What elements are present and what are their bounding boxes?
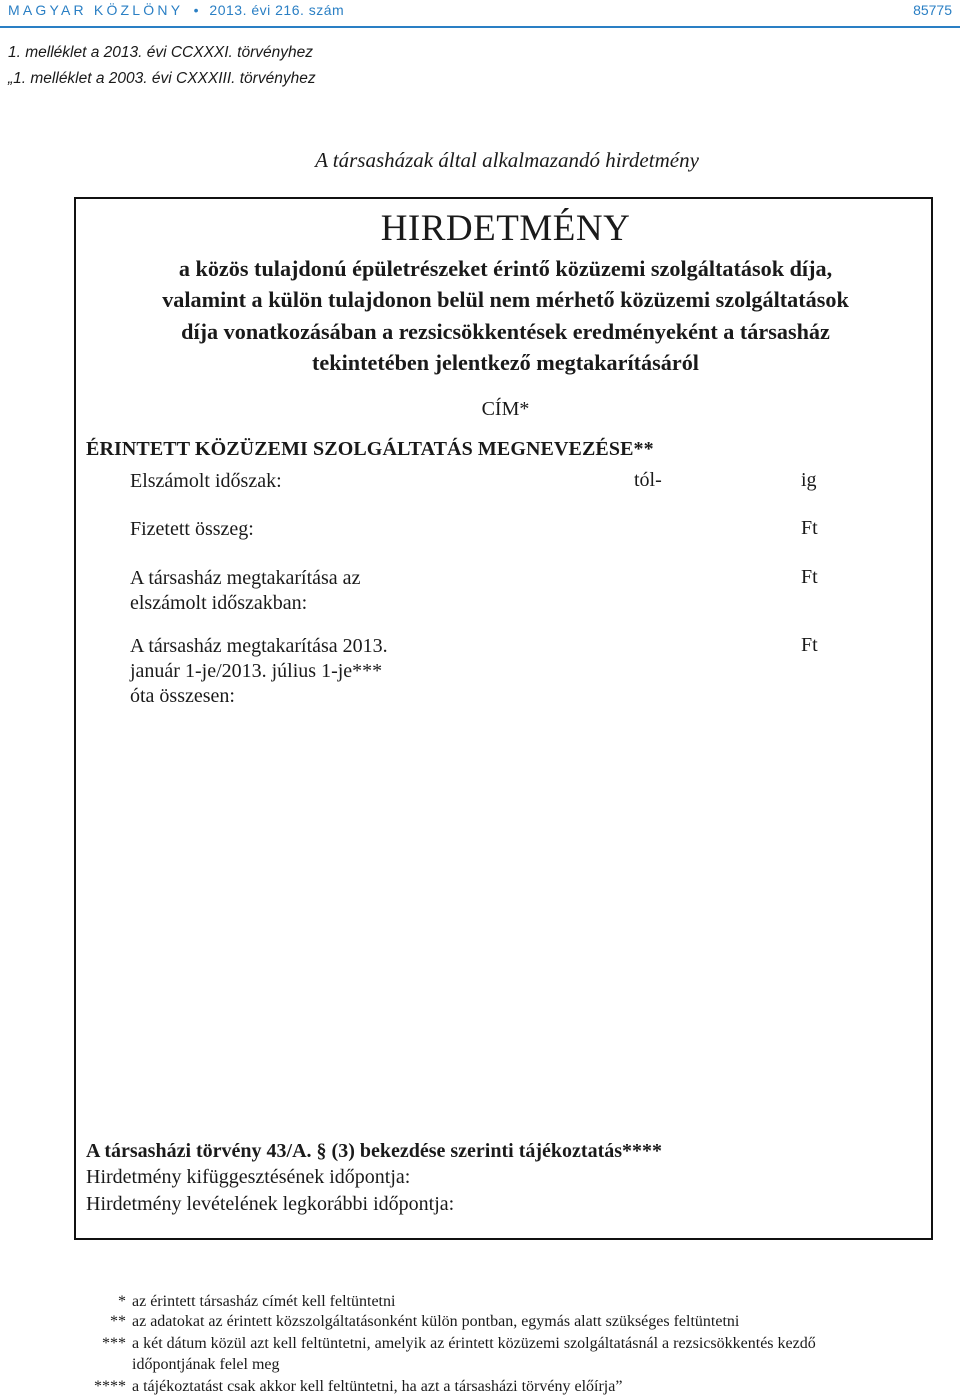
footnote-text: időpontjának felel meg: [132, 1356, 280, 1373]
notice-title: HIRDETMÉNY: [380, 208, 631, 249]
savings-period-unit: Ft: [801, 566, 818, 588]
label-line: A társasház megtakarítása az: [130, 567, 361, 589]
address-field: CÍM*: [481, 398, 530, 420]
label-line: óta összesen:: [130, 685, 235, 707]
savings-total-unit: Ft: [801, 634, 818, 656]
period-label: Elszámolt időszak:: [130, 470, 282, 492]
period-from: tól-: [634, 469, 662, 491]
label-line: január 1-je/2013. július 1-je***: [130, 660, 383, 682]
issue-number: 2013. évi 216. szám: [209, 2, 345, 18]
footnote: [0, 1378, 960, 1398]
posting-date-label: Hirdetmény kifüggesztésének időpontja:: [86, 1166, 411, 1188]
paid-amount-label: Fizetett összeg:: [130, 518, 254, 540]
footnote-mark: ****: [94, 1378, 126, 1395]
footnote-mark: **: [110, 1313, 126, 1330]
header-divider: [0, 26, 960, 28]
notice-heading: [74, 253, 937, 378]
legal-reference: A társasházi törvény 43/A. § (3) bekezdése szerinti tájékoztatás****: [86, 1140, 663, 1162]
paid-amount-unit: Ft: [801, 517, 818, 539]
heading-line: valamint a külön tulajdonon belül nem mérhető közüzemi szolgáltatások: [162, 287, 849, 313]
savings-total-label: [130, 634, 388, 709]
savings-period-label: [130, 566, 430, 616]
journal-info: [8, 2, 344, 18]
service-name-field: ÉRINTETT KÖZÜZEMI SZOLGÁLTATÁS MEGNEVEZÉSE**: [86, 438, 654, 460]
footnote-text: az adatokat az érintett közszolgáltatásonként külön pontban, egymás alatt szükséges feltüntetni: [132, 1313, 740, 1330]
label-line: A társasház megtakarítása 2013.: [130, 635, 388, 657]
notice-subtitle: A társasházak által alkalmazandó hirdetmény: [315, 148, 699, 172]
footnote-text: a két dátum közül azt kell feltüntetni, amelyik az érintett közüzemi szolgáltatásnál a rezsicsökkentés kezdő: [132, 1335, 816, 1352]
footnote: [0, 1313, 960, 1333]
page-header: [0, 0, 960, 34]
footnote: [0, 1335, 960, 1355]
footnote-mark: ***: [102, 1335, 126, 1352]
period-to: ig: [801, 469, 817, 491]
heading-line: a közös tulajdonú épületrészeket érintő közüzemi szolgáltatások díja,: [178, 256, 833, 281]
removal-date-label: Hirdetmény levételének legkorábbi időpontja:: [86, 1193, 455, 1215]
footnote-continuation: [0, 1356, 960, 1376]
footnote-text: az érintett társasház címét kell feltüntetni: [132, 1293, 396, 1310]
label-line: elszámolt időszakban:: [130, 592, 308, 614]
footnote-text: a tájékoztatást csak akkor kell feltüntetni, ha azt a társasházi törvény előírja”: [132, 1378, 623, 1395]
footnote-mark: *: [118, 1293, 126, 1310]
annex-reference-original: „1. melléklet a 2003. évi CXXXIII. törvényhez: [8, 70, 316, 87]
footnote: [0, 1293, 960, 1313]
heading-line: tekintetében jelentkező megtakarításáról: [312, 349, 699, 375]
page-number: 85775: [913, 2, 952, 18]
separator-dot: •: [193, 2, 200, 18]
annex-reference: 1. melléklet a 2013. évi CCXXXI. törvényhez: [8, 44, 313, 61]
heading-line: díja vonatkozásában a rezsicsökkentések eredményeként a társasház: [181, 318, 830, 344]
journal-name: MAGYAR KÖZLÖNY: [8, 2, 184, 18]
